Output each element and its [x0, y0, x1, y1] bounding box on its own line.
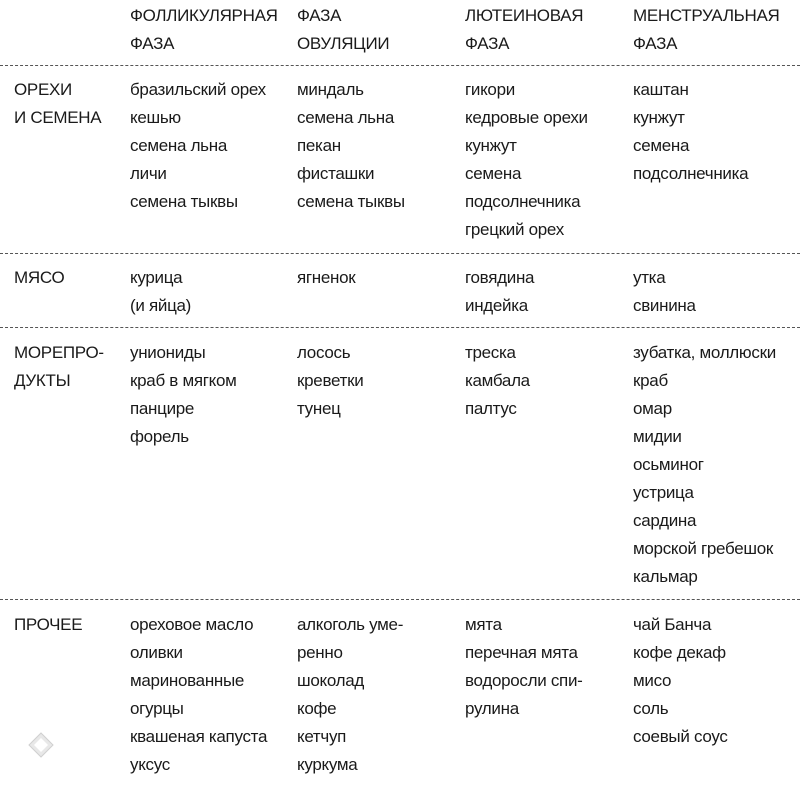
- cell-luteal: говядина индейка: [465, 268, 535, 315]
- header-menstrual: МЕНСТРУАЛЬНАЯ ФАЗА: [633, 6, 780, 53]
- row-divider: [0, 65, 800, 66]
- cell-luteal: треска камбала палтус: [465, 343, 530, 418]
- cell-follicular: курица (и яйца): [130, 268, 192, 315]
- cell-menstrual: утка свинина: [633, 268, 696, 315]
- category-label: ПРОЧЕЕ: [14, 615, 83, 634]
- category-label: МОРЕПРО- ДУКТЫ: [14, 343, 104, 390]
- watermark-icon: [26, 730, 56, 760]
- category-label: ОРЕХИ И СЕМЕНА: [14, 80, 102, 127]
- cell-menstrual: каштан кунжут семена подсолнечника: [633, 80, 749, 183]
- cell-luteal: мята перечная мята водоросли спи- рулина: [465, 615, 583, 718]
- cell-follicular: бразильский орех кешью семена льна личи семена тыквы: [130, 80, 266, 211]
- header-row: [0, 2, 800, 58]
- cell-ovulation: ягненок: [297, 268, 356, 287]
- category-label: МЯСО: [14, 268, 65, 287]
- header-follicular: ФОЛЛИКУЛЯРНАЯ ФАЗА: [130, 6, 278, 53]
- row-divider: [0, 327, 800, 328]
- cell-follicular: униониды краб в мягком панцире форель: [130, 343, 237, 446]
- row-divider: [0, 253, 800, 254]
- cell-follicular: ореховое масло оливки маринованные огурцы квашеная капуста уксус: [130, 615, 268, 774]
- cell-ovulation: лосось креветки тунец: [297, 343, 364, 418]
- cell-ovulation: миндаль семена льна пекан фисташки семена тыквы: [297, 80, 405, 211]
- cell-menstrual: зубатка, моллюски краб омар мидии осьминог устрица сардина морской гребешок кальмар: [633, 343, 776, 586]
- cell-menstrual: чай Банча кофе декаф мисо соль соевый соус: [633, 615, 728, 746]
- header-luteal: ЛЮТЕИНОВАЯ ФАЗА: [465, 6, 584, 53]
- cell-ovulation: алкоголь уме- ренно шоколад кофе кетчуп куркума: [297, 615, 404, 774]
- row-divider: [0, 599, 800, 600]
- header-ovulation: ФАЗА ОВУЛЯЦИИ: [297, 6, 390, 53]
- cell-luteal: гикори кедровые орехи кунжут семена подсолнечника грецкий орех: [465, 80, 588, 239]
